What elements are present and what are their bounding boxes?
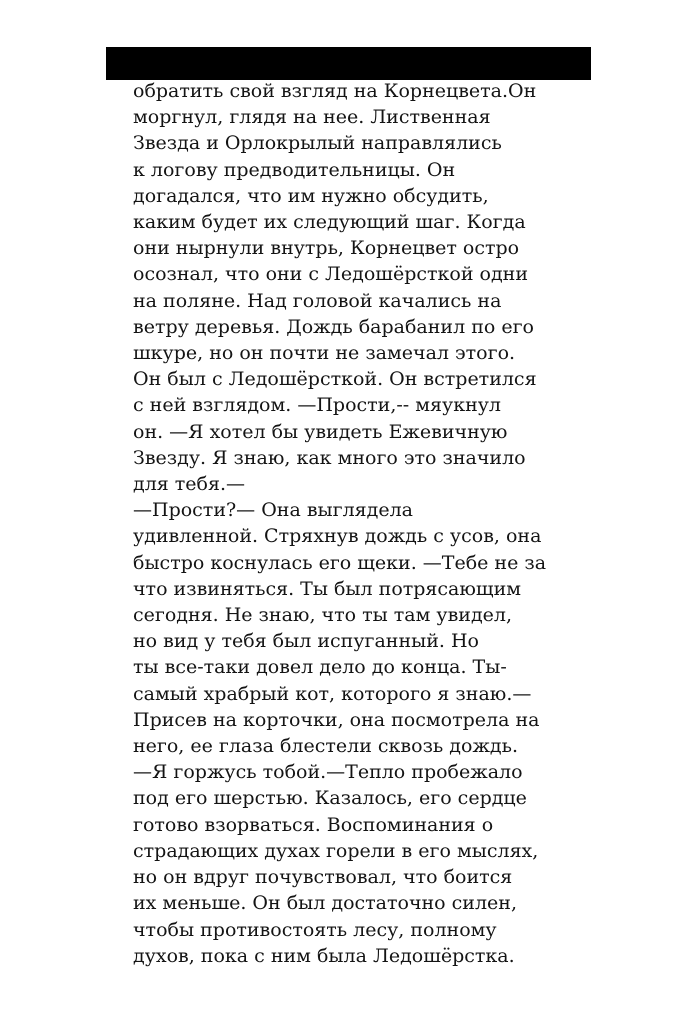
text-line: готово взорваться. Воспоминания о [133,813,494,836]
text-line: осознал, что они с Ледошёрсткой одни [133,263,529,286]
text-line: ты все-таки довел дело до конца. Ты- [133,656,507,679]
redaction-bar [106,47,591,80]
text-line: с ней взглядом. —Прости,-- мяукнул [133,394,501,417]
text-line: они нырнули внутрь, Корнецвет остро [133,237,520,260]
text-line: самый храбрый кот, которого я знаю.— [133,682,532,705]
text-line: Звезда и Орлокрылый направлялись [133,132,502,155]
text-line: он. —Я хотел бы увидеть Ежевичную [133,420,508,443]
text-line: Присев на корточки, она посмотрела на [133,708,540,731]
text-line: под его шерстью. Казалось, его сердце [133,787,527,810]
text-line: шкуре, но он почти не замечал этого. [133,342,516,365]
text-line: него, ее глаза блестели сквозь дождь. [133,735,519,758]
text-line: на поляне. Над головой качались на [133,289,502,312]
text-line: догадался, что им нужно обсудить, [133,184,489,207]
text-line: Звезду. Я знаю, как много это значило [133,446,526,469]
text-line: их меньше. Он был достаточно силен, [133,892,517,915]
text-line: быстро коснулась его щеки. —Тебе не за [133,551,547,574]
page-text [133,78,593,969]
text-line: для тебя.— [133,473,246,496]
text-line: моргнул, глядя на нее. Лиственная [133,106,491,129]
text-line: обратить свой взгляд на Корнецвета.Он [133,80,537,102]
text-line: каким будет их следующий шаг. Когда [133,211,526,234]
text-line: духов, пока с ним была Ледошёрстка. [133,944,515,967]
text-line: —Я горжусь тобой.—Тепло пробежало [133,761,523,784]
text-line: удивленной. Стряхнув дождь с усов, она [133,525,542,548]
text-line: что извиняться. Ты был потрясающим [133,577,522,600]
text-line: ветру деревья. Дождь барабанил по его [133,315,534,338]
text-line: к логову предводительницы. Он [133,158,456,181]
text-line: Он был с Ледошёрсткой. Он встретился [133,368,537,391]
text-line: чтобы противостоять лесу, полному [133,918,497,941]
text-line: —Прости?— Она выглядела [133,499,413,522]
text-line: но вид у тебя был испуганный. Но [133,630,479,653]
text-line: но он вдруг почувствовал, что боится [133,866,513,889]
text-line: сегодня. Не знаю, что ты там увидел, [133,604,513,627]
text-line: страдающих духах горели в его мыслях, [133,839,539,862]
